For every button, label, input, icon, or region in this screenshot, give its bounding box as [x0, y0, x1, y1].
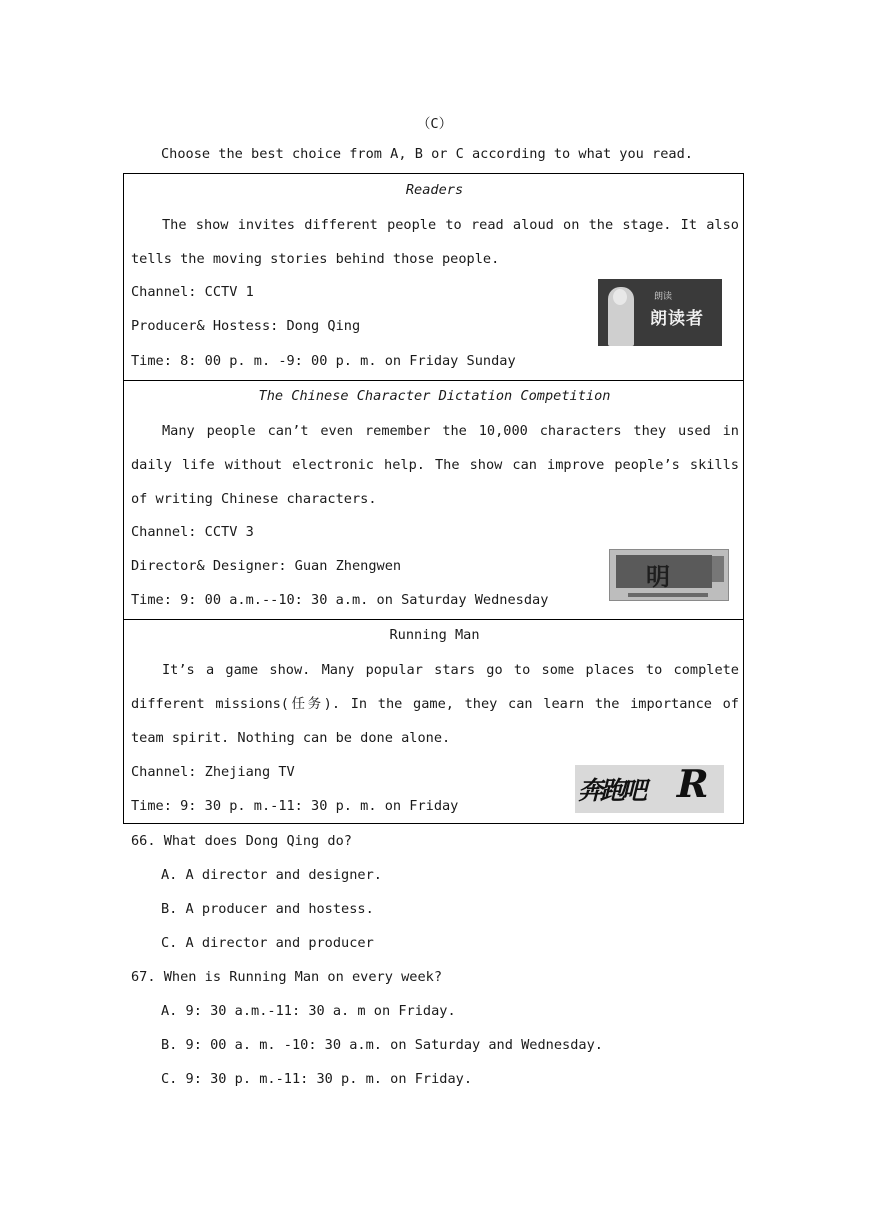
question-66-option-a: A. A director and designer. — [161, 867, 382, 883]
show-channel-readers: Channel: CCTV 1 — [131, 284, 254, 300]
question-66-option-b: B. A producer and hostess. — [161, 901, 374, 917]
dictation-logo-character: 明 — [646, 563, 670, 591]
host-head — [613, 289, 627, 305]
running-man-show-image — [575, 761, 724, 813]
question-67-option-b: B. 9: 00 a. m. -10: 30 a.m. on Saturday and Wednesday. — [161, 1037, 603, 1053]
show-time-running-man: Time: 9: 30 p. m.-11: 30 p. m. on Friday — [131, 798, 459, 814]
section-label: （C） — [416, 116, 453, 132]
dictation-side-panel — [712, 556, 724, 582]
running-man-logo: 奔跑吧 — [578, 776, 645, 805]
readers-show-image — [598, 279, 722, 346]
question-66-option-c: C. A director and producer — [161, 935, 374, 951]
show-director-dictation: Director& Designer: Guan Zhengwen — [131, 558, 402, 574]
question-67-option-a: A. 9: 30 a.m.-11: 30 a. m on Friday. — [161, 1003, 456, 1019]
show-description-readers: The show invites different people to read aloud on the stage. It also tells the moving stories behind those people. — [131, 217, 739, 267]
show-title-dictation: The Chinese Character Dictation Competition — [258, 388, 611, 404]
question-67-option-c: C. 9: 30 p. m.-11: 30 p. m. on Friday. — [161, 1071, 472, 1087]
show-channel-dictation: Channel: CCTV 3 — [131, 524, 254, 540]
dictation-caption-bar — [628, 593, 708, 597]
show-title-running-man: Running Man — [389, 627, 480, 643]
instructions: Choose the best choice from A, B or C according to what you read. — [161, 146, 693, 162]
question-66: 66. What does Dong Qing do? — [131, 833, 352, 849]
show-title-readers: Readers — [405, 182, 464, 198]
readers-logo-small: 朗读 — [654, 292, 673, 302]
dictation-screen — [616, 555, 712, 591]
show-description-running-man: It’s a game show. Many popular stars go to some places to complete different missions(任务). In the game, they can learn the importance of team spirit. Nothing can be done alone. — [131, 662, 739, 746]
show-producer-readers: Producer& Hostess: Dong Qing — [131, 318, 361, 334]
question-67: 67. When is Running Man on every week? — [131, 969, 442, 985]
row-divider — [124, 380, 743, 381]
row-divider — [124, 619, 743, 620]
show-time-readers: Time: 8: 00 p. m. -9: 00 p. m. on Friday Sunday — [131, 353, 516, 369]
running-man-logo-letter: R — [672, 761, 714, 806]
show-description-dictation: Many people can’t even remember the 10,000 characters they used in daily life without electronic help. The show can improve people’s skills of writing Chinese characters. — [131, 423, 739, 507]
dictation-show-image — [609, 549, 729, 601]
readers-logo: 朗读者 — [650, 309, 704, 329]
passage-table — [123, 173, 744, 824]
show-time-dictation: Time: 9: 00 a.m.--10: 30 a.m. on Saturday Wednesday — [131, 592, 549, 608]
show-channel-running-man: Channel: Zhejiang TV — [131, 764, 295, 780]
